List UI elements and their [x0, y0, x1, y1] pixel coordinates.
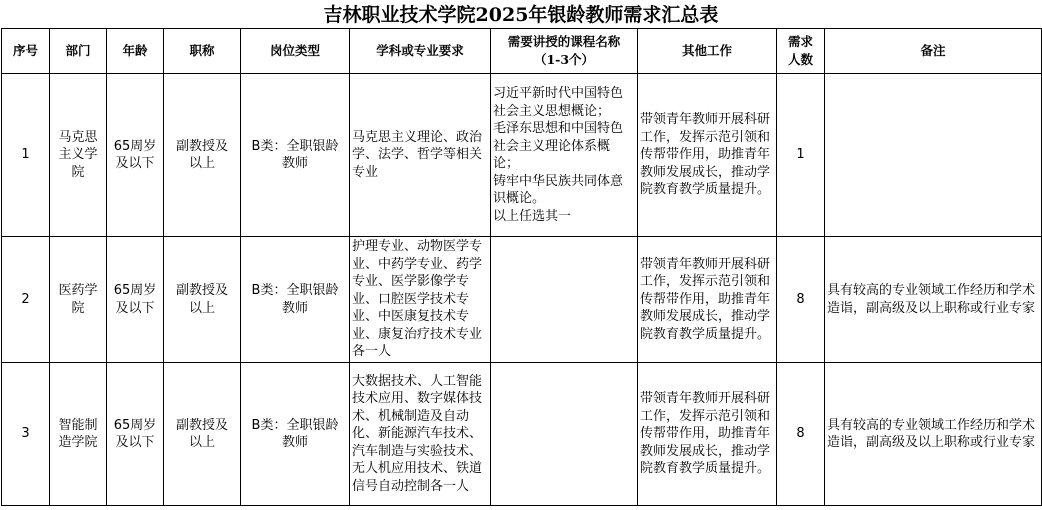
- cell-position: B类：全职银龄教师: [241, 363, 350, 506]
- cell-remark: 具有较高的专业领域工作经历和学术造诣，副高级及以上职称或行业专家: [825, 363, 1042, 506]
- table-row: [2, 74, 1042, 237]
- cell-major: 大数据技术、人工智能技术应用、数字媒体技术、机械制造及自动化、新能源汽车技术、汽车制造与实验技术、无人机应用技术、铁道信号自动控制各一人: [350, 363, 491, 506]
- header-courses: 需要讲授的课程名称（1-3个）: [491, 29, 638, 74]
- cell-other: 带领青年教师开展科研工作，发挥示范引领和传帮带作用，助推青年教师发展成长，推动学院教育教学质量提升。: [638, 363, 777, 506]
- cell-age: 65周岁及以下: [107, 237, 164, 363]
- header-row: [2, 29, 1042, 74]
- table-row: [2, 237, 1042, 363]
- cell-courses: 习近平新时代中国特色社会主义思想概论； 毛泽东思想和中国特色社会主义理论体系概论； 铸牢中华民族共同体意识概论。 以上任选其一: [491, 74, 638, 237]
- header-count: 需求人数: [777, 29, 825, 74]
- cell-count: 8: [777, 363, 825, 506]
- cell-dept: 医药学院: [50, 237, 107, 363]
- header-seq: 序号: [2, 29, 50, 74]
- cell-remark: [825, 74, 1042, 237]
- header-rank: 职称: [164, 29, 241, 74]
- header-remark: 备注: [825, 29, 1042, 74]
- header-dept: 部门: [50, 29, 107, 74]
- cell-major: 马克思主义理论、政治学、法学、哲学等相关专业: [350, 74, 491, 237]
- cell-courses: [491, 237, 638, 363]
- table-row: [2, 363, 1042, 506]
- cell-other: 带领青年教师开展科研工作，发挥示范引领和传帮带作用，助推青年教师发展成长，推动学院教育教学质量提升。: [638, 237, 777, 363]
- cell-position: B类：全职银龄教师: [241, 237, 350, 363]
- header-position: 岗位类型: [241, 29, 350, 74]
- cell-seq: 1: [2, 74, 50, 237]
- cell-seq: 2: [2, 237, 50, 363]
- cell-rank: 副教授及以上: [164, 363, 241, 506]
- header-other: 其他工作: [638, 29, 777, 74]
- header-major: 学科或专业要求: [350, 29, 491, 74]
- cell-other: 带领青年教师开展科研工作，发挥示范引领和传帮带作用，助推青年教师发展成长，推动学院教育教学质量提升。: [638, 74, 777, 237]
- cell-seq: 3: [2, 363, 50, 506]
- cell-dept: 马克思主义学院: [50, 74, 107, 237]
- cell-rank: 副教授及以上: [164, 237, 241, 363]
- cell-count: 1: [777, 74, 825, 237]
- cell-position: B类：全职银龄教师: [241, 74, 350, 237]
- cell-rank: 副教授及以上: [164, 74, 241, 237]
- header-age: 年龄: [107, 29, 164, 74]
- cell-age: 65周岁及以下: [107, 363, 164, 506]
- cell-age: 65周岁及以下: [107, 74, 164, 237]
- demand-table: [1, 28, 1042, 506]
- cell-remark: 具有较高的专业领域工作经历和学术造诣，副高级及以上职称或行业专家: [825, 237, 1042, 363]
- cell-count: 8: [777, 237, 825, 363]
- cell-dept: 智能制造学院: [50, 363, 107, 506]
- cell-courses: [491, 363, 638, 506]
- page-title: 吉林职业技术学院2025年银龄教师需求汇总表: [323, 4, 719, 26]
- cell-major: 护理专业、动物医学专业、中药学专业、药学专业、医学影像学专业、口腔医学技术专业、中医康复技术专业、康复治疗技术专业各一人: [350, 237, 491, 363]
